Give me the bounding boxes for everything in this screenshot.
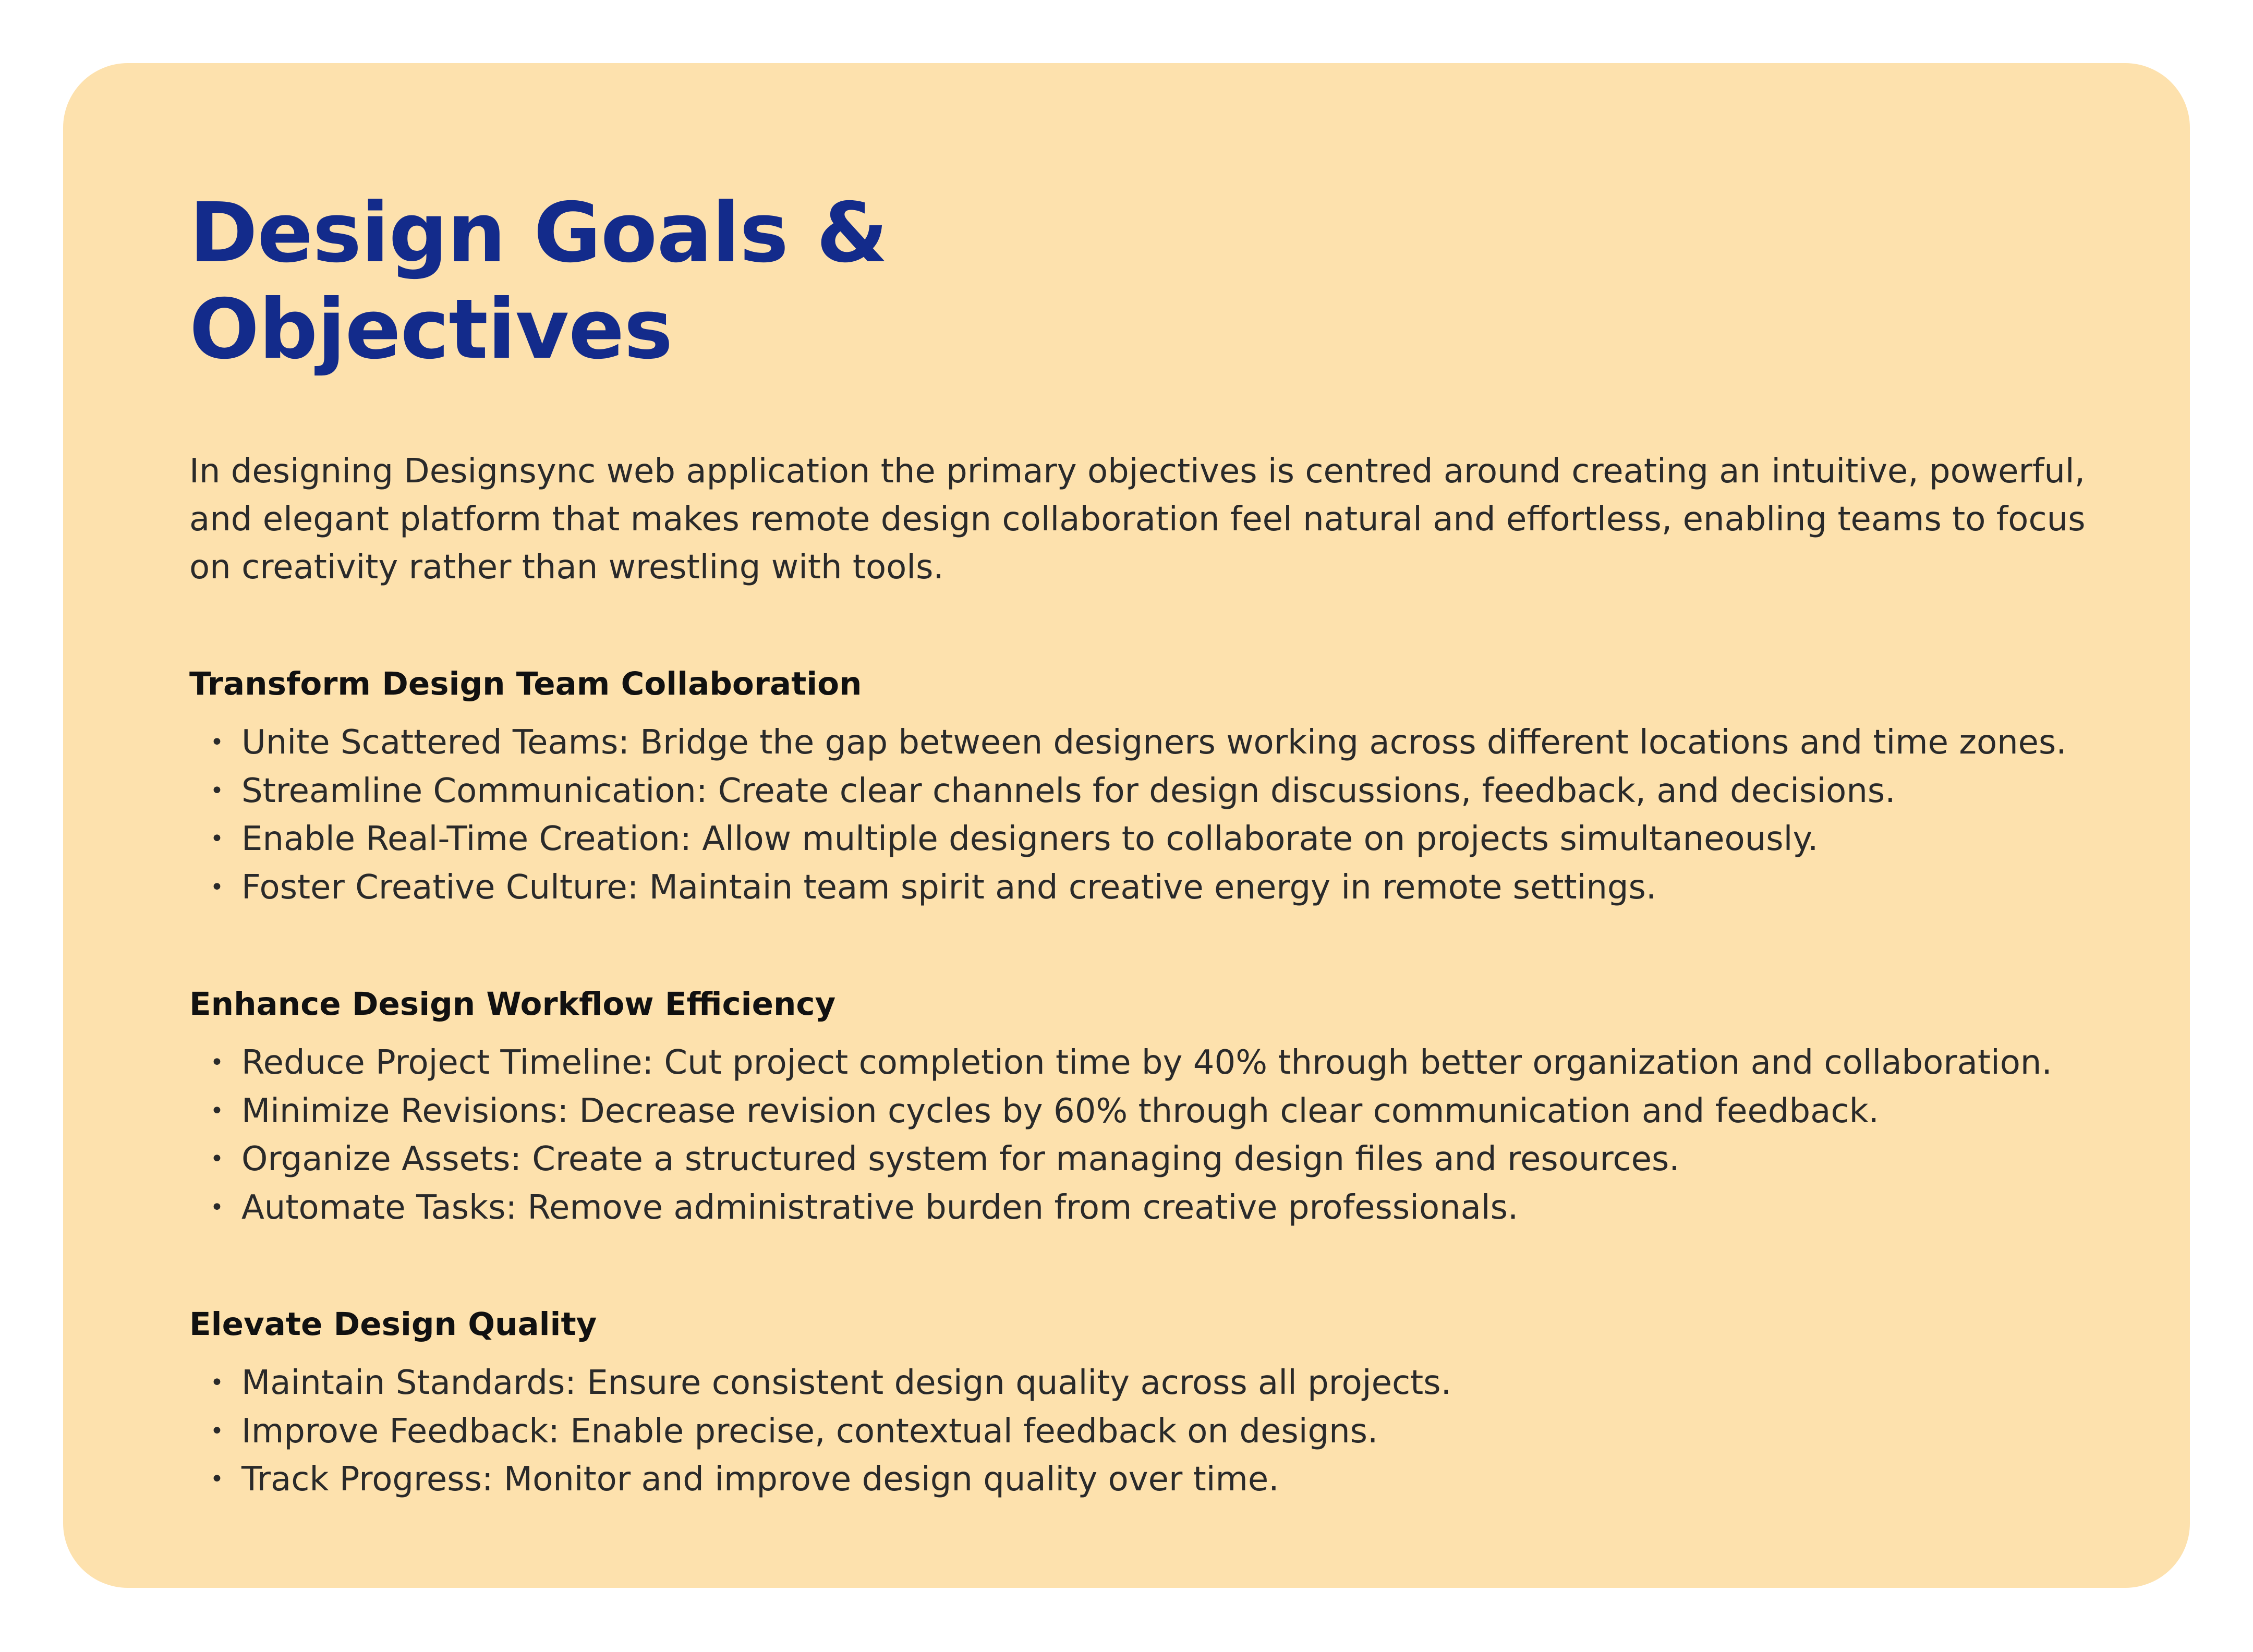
list-item-text: Minimize Revisions: Decrease revision cycles by 60% through clear communication and feedback. <box>241 1091 1879 1131</box>
page-title <box>189 185 2086 378</box>
list-item-text: Streamline Communication: Create clear channels for design discussions, feedback, and decisions. <box>241 771 1896 810</box>
list-item <box>189 1135 2086 1184</box>
section-heading: Enhance Design Workflow Efficiency <box>189 986 836 1023</box>
page-title-line-1: Design Goals & <box>189 185 888 281</box>
section-collaboration <box>189 663 2086 912</box>
bullet-icon: • <box>210 1369 224 1396</box>
list-item <box>189 767 2086 816</box>
list-item <box>189 864 2086 912</box>
list-item-text: Automate Tasks: Remove administrative burden from creative professionals. <box>241 1188 1519 1227</box>
bullet-icon: • <box>210 1417 224 1444</box>
list-item-text: Improve Feedback: Enable precise, contextual feedback on designs. <box>241 1412 1378 1451</box>
list-item <box>189 1407 2086 1456</box>
list-item <box>189 815 2086 864</box>
list-item <box>189 1184 2086 1232</box>
list-item-text: Organize Assets: Create a structured system for managing design files and resources. <box>241 1140 1680 1179</box>
bullet-list <box>189 719 2086 912</box>
bullet-icon: • <box>210 729 224 756</box>
section-heading: Transform Design Team Collaboration <box>189 665 862 702</box>
list-item-text: Maintain Standards: Ensure consistent design quality across all projects. <box>241 1364 1451 1402</box>
list-item <box>189 1455 2086 1504</box>
section-workflow <box>189 983 2086 1232</box>
list-item-text: Unite Scattered Teams: Bridge the gap between designers working across different locations and time zones. <box>241 723 2067 762</box>
bullet-icon: • <box>210 1049 224 1076</box>
bullet-icon: • <box>210 777 224 804</box>
bullet-icon: • <box>210 1146 224 1172</box>
list-item <box>189 1039 2086 1087</box>
bullet-icon: • <box>210 1194 224 1221</box>
bullet-icon: • <box>210 873 224 901</box>
page-title-line-2: Objectives <box>189 282 673 378</box>
list-item <box>189 1359 2086 1407</box>
bullet-icon: • <box>210 1466 224 1492</box>
list-item-text: Track Progress: Monitor and improve design quality over time. <box>241 1460 1279 1499</box>
list-item <box>189 1087 2086 1136</box>
bullet-icon: • <box>210 1097 224 1124</box>
bullet-list <box>189 1359 2086 1504</box>
list-item-text: Enable Real-Time Creation: Allow multiple designers to collaborate on projects simultaneously. <box>241 820 1819 858</box>
list-item <box>189 719 2086 767</box>
list-item-text: Foster Creative Culture: Maintain team spirit and creative energy in remote settings. <box>241 868 1657 907</box>
bullet-list <box>189 1039 2086 1232</box>
section-heading: Elevate Design Quality <box>189 1306 597 1343</box>
bullet-icon: • <box>210 825 224 852</box>
list-item-text: Reduce Project Timeline: Cut project completion time by 40% through better organization and collaboration. <box>241 1043 2052 1082</box>
section-quality <box>189 1304 2086 1504</box>
intro-paragraph: In designing Designsync web application the primary objectives is centred around creating an intuitive, powerful, and elegant platform that makes remote design collaboration feel natural and effortless, enabling teams to focus on creativity rather than wrestling with tools. <box>189 452 2086 587</box>
content-card <box>63 63 2190 1588</box>
